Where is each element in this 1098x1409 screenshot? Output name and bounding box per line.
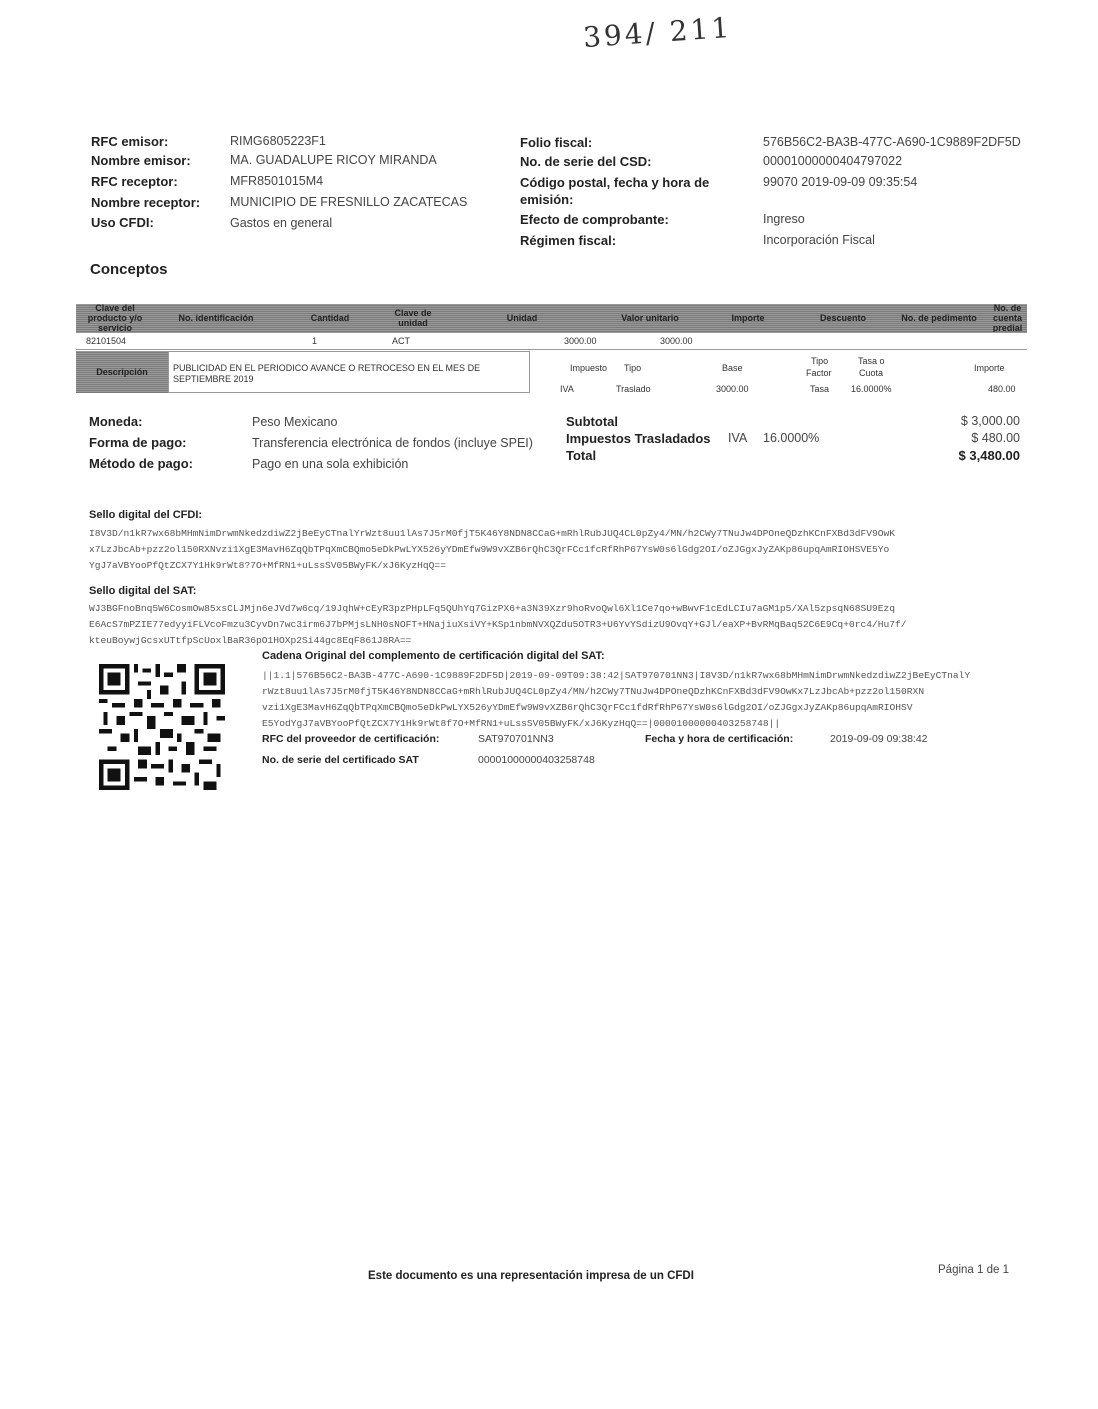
regimen-value: Incorporación Fiscal bbox=[763, 233, 875, 247]
sello-cfdi-title: Sello digital del CFDI: bbox=[89, 509, 203, 521]
footer-text: Este documento es una representación impresa de un CFDI bbox=[368, 1270, 694, 1282]
col-cuenta-predial: No. de cuenta predial bbox=[988, 304, 1027, 332]
tax-impuesto: IVA bbox=[560, 384, 574, 394]
moneda-value: Peso Mexicano bbox=[252, 415, 338, 429]
forma-pago-value: Transferencia electrónica de fondos (incluye SPEI) bbox=[252, 436, 533, 450]
rfc-emisor-value: RIMG6805223F1 bbox=[230, 134, 326, 148]
concepts-table bbox=[76, 304, 1027, 396]
sello-sat-title: Sello digital del SAT: bbox=[89, 585, 197, 597]
tax-tasa-header: Tasa o bbox=[858, 356, 885, 366]
rfc-receptor-label: RFC receptor: bbox=[91, 174, 178, 189]
row-unidad: ACT bbox=[392, 336, 410, 346]
tax-tipo: Traslado bbox=[616, 384, 651, 394]
cadena-line: E5YodYgJ7aVBYooPfQtZCX7Y1Hk9rWt8f7O+MfRN1+uLssSV05BWyFK/xJ6KyzHqQ==|00001000000403258748|| bbox=[262, 718, 781, 729]
tax-factor: Tasa bbox=[810, 384, 830, 394]
efecto-label: Efecto de comprobante: bbox=[520, 212, 669, 227]
conceptos-title: Conceptos bbox=[90, 261, 168, 278]
descripcion-box bbox=[168, 351, 530, 393]
col-cantidad: Cantidad bbox=[278, 304, 383, 332]
impuestos-tipo: IVA bbox=[728, 431, 748, 445]
sello-cfdi-line: x7LzJbcAb+pzz2ol150RXNvzi1XgE3MavH6ZqQbTPqXmCBQmo5eDkPwLYX526yYDmEfw9W9vXZB6rQhC3QrFCc1fcRfRhP67YsW0s6lGdg2OI/oZJGgxJyZAKp86upqAmRIOHSVE5Yo bbox=[89, 544, 890, 555]
folio-fiscal-label: Folio fiscal: bbox=[520, 135, 593, 150]
metodo-pago-label: Método de pago: bbox=[89, 456, 193, 471]
serie-sat-value: 00001000000403258748 bbox=[478, 754, 595, 766]
page-number: Página 1 de 1 bbox=[938, 1264, 1009, 1276]
tax-impuesto-header: Impuesto bbox=[570, 363, 608, 373]
forma-pago-label: Forma de pago: bbox=[89, 435, 187, 450]
tax-factor-header-2: Factor bbox=[806, 368, 832, 378]
serie-csd-value: 00001000000404797022 bbox=[763, 154, 903, 168]
rfc-receptor-value: MFR8501015M4 bbox=[230, 174, 324, 188]
row-importe: 3000.00 bbox=[660, 336, 693, 346]
fecha-certificacion-value: 2019-09-09 09:38:42 bbox=[830, 733, 928, 745]
sello-sat-line: E6AcS7mPZIE77edyyiFLVcoFmzu3CyvDn7wc3irm6J7bPMjsLNH0sNOFT+HNajiuXsiVY+KSp1nbmNVXQZdu5OTR3+U6YvYSdizU9OvqY+GJl/eaXP+BvRMqBaq52C6E9Cq+0rc4/Hu7f/ bbox=[89, 619, 907, 630]
total-value: $ 3,480.00 bbox=[958, 448, 1020, 463]
tax-tasa: 16.0000% bbox=[851, 384, 892, 394]
impuestos-tasa: 16.0000% bbox=[763, 431, 820, 445]
nombre-emisor-value: MA. GUADALUPE RICOY MIRANDA bbox=[230, 153, 437, 167]
handwritten-annotation: 394/ 211 bbox=[582, 10, 734, 55]
sello-cfdi-line: I8V3D/n1kR7wx68bMHmNimDrwmNkedzdiwZ2jBeEyCTnalYrWzt8uu1lAs7J5rM0fjT5K46Y8NDN8CCaG+mRhlRubJUQ4CL0pZy4/MN/h2CWy7TNuJw4DPOneQDzhKCnFXBd3dFV9OwK bbox=[89, 528, 896, 539]
descripcion-text: PUBLICIDAD EN EL PERIODICO AVANCE O RETROCESO EN EL MES DE bbox=[173, 363, 481, 373]
tax-tasa-header-2: Cuota bbox=[859, 368, 884, 378]
nombre-receptor-label: Nombre receptor: bbox=[91, 195, 201, 210]
col-clave-producto: Clave del producto y/o servicio bbox=[76, 304, 155, 332]
rfc-proveedor-label: RFC del proveedor de certificación: bbox=[262, 733, 440, 745]
col-no-identificacion: No. identificación bbox=[154, 304, 279, 332]
tax-importe-header: Importe bbox=[974, 363, 1005, 373]
table-row bbox=[76, 332, 1027, 350]
efecto-value: Ingreso bbox=[763, 212, 805, 226]
tax-factor-header: Tipo bbox=[811, 356, 829, 366]
uso-cfdi-value: Gastos en general bbox=[230, 216, 333, 230]
tax-base: 3000.00 bbox=[716, 384, 749, 394]
col-valor-unitario: Valor unitario bbox=[600, 304, 701, 332]
impuestos-label: Impuestos Trasladados bbox=[566, 431, 711, 446]
row-clave: 82101504 bbox=[86, 336, 127, 346]
subtotal-value: $ 3,000.00 bbox=[960, 414, 1020, 428]
col-clave-unidad: Clave de unidad bbox=[382, 304, 445, 332]
row-cantidad: 1 bbox=[312, 336, 318, 346]
emision-label: emisión: bbox=[520, 192, 574, 207]
row-valor-unitario: 3000.00 bbox=[564, 336, 597, 346]
tax-base-header: Base bbox=[722, 363, 743, 373]
total-label: Total bbox=[566, 448, 597, 463]
tax-tipo-header: Tipo bbox=[624, 363, 642, 373]
sello-cfdi-line: YgJ7aVBYooPfQtZCX7Y1Hk9rWt8?7O+MfRN1+uLssSV05BWyFK/xJ6KyzHqQ== bbox=[89, 560, 446, 571]
col-descuento: Descuento bbox=[796, 304, 891, 332]
col-unidad: Unidad bbox=[444, 304, 601, 332]
qr-code-icon bbox=[99, 664, 225, 790]
cadena-line: vzi1XgE3MavH6ZqQbTPqXmCBQmo5eDkPwLYX526yYDmEfw9W9vXZB6rQhC3QrFCc1fdRfRhP67YsW0s6lGdg2OI/oZJGgxJyZAKp86upqAmRIOHSV bbox=[262, 702, 913, 713]
descripcion-text-2: SEPTIEMBRE 2019 bbox=[173, 374, 254, 384]
cadena-title: Cadena Original del complemento de certificación digital del SAT: bbox=[262, 650, 605, 662]
serie-csd-label: No. de serie del CSD: bbox=[520, 154, 652, 169]
regimen-label: Régimen fiscal: bbox=[520, 233, 617, 248]
sello-sat-line: WJ3BGFnoBnq5W6CosmOw85xsCLJMjn6eJVd7w6cq/19JqhW+cEyR3pzPHpLFq5QUhYq7GizPX6+a3N39Xzr9hoRvoQwl6Xl1Ce7qo+wBwvF1cEdLCIu7aGM1p5/XAl5zpsqN68SU9Ezq bbox=[89, 603, 896, 614]
fecha-certificacion-label: Fecha y hora de certificación: bbox=[645, 733, 794, 745]
codigo-postal-value: 99070 2019-09-09 09:35:54 bbox=[763, 175, 918, 189]
rfc-proveedor-value: SAT970701NN3 bbox=[478, 733, 554, 745]
col-importe: Importe bbox=[700, 304, 797, 332]
nombre-emisor-label: Nombre emisor: bbox=[91, 153, 191, 168]
codigo-postal-label: Código postal, fecha y hora de bbox=[520, 175, 710, 190]
impuestos-value: $ 480.00 bbox=[971, 431, 1020, 445]
tax-importe: 480.00 bbox=[988, 384, 1016, 394]
cadena-line: ||1.1|576B56C2-BA3B-477C-A690-1C9889F2DF5D|2019-09-09T09:38:42|SAT970701NN3|I8V3D/n1kR7wx68bMHmNimDrwmNkedzdiwZ2jBeEyCTnalY bbox=[262, 670, 971, 681]
uso-cfdi-label: Uso CFDI: bbox=[91, 215, 154, 230]
metodo-pago-value: Pago en una sola exhibición bbox=[252, 457, 409, 471]
descripcion-label: Descripción bbox=[76, 351, 168, 393]
nombre-receptor-value: MUNICIPIO DE FRESNILLO ZACATECAS bbox=[230, 195, 468, 209]
col-no-pedimento: No. de pedimento bbox=[890, 304, 989, 332]
folio-fiscal-value: 576B56C2-BA3B-477C-A690-1C9889F2DF5D bbox=[763, 135, 1021, 149]
sello-sat-line: kteuBoywjGcsxUTtfpScUoxlBaR36pO1HOXp2Si44gc8EqF861J8RA== bbox=[89, 635, 412, 646]
rfc-emisor-label: RFC emisor: bbox=[91, 134, 169, 149]
moneda-label: Moneda: bbox=[89, 414, 143, 429]
serie-sat-label: No. de serie del certificado SAT bbox=[262, 754, 419, 766]
cadena-line: rWzt8uu1lAs7J5rM0fjT5K46Y8NDN8CCaG+mRhlRubJUQ4CL0pZy4/MN/h2CWy7TNuJw4DPOneQDzhKCnFXBd3dFV9OwKx7LzJbcAb+pzz2ol150RXN bbox=[262, 686, 925, 697]
subtotal-label: Subtotal bbox=[566, 414, 618, 429]
